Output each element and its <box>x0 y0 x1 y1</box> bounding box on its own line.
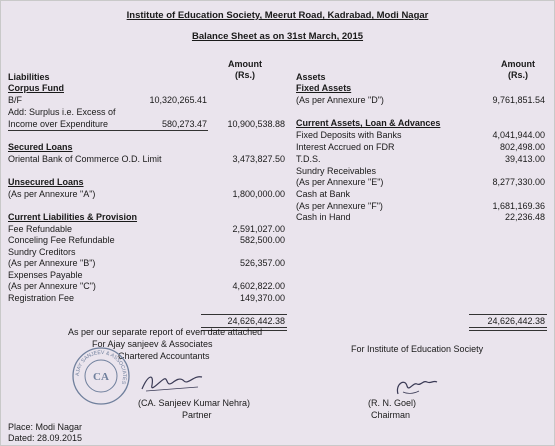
fixed-assets-amount: 9,761,851.54 <box>492 95 545 105</box>
chartered-accountants-line: Chartered Accountants <box>118 351 210 361</box>
auditor-signature <box>138 367 208 397</box>
annexure-f-label: (As per Annexure "F") <box>296 201 383 211</box>
surplus-amount: 580,273.47 <box>161 119 207 129</box>
unsecured-loans-amount: 1,800,000.00 <box>232 189 285 199</box>
fixed-assets-heading: Fixed Assets <box>296 83 352 93</box>
corpus-fund-heading: Corpus Fund <box>8 83 64 93</box>
interest-accrued-amount: 802,498.00 <box>499 142 545 152</box>
unsecured-loans-heading: Unsecured Loans <box>8 177 84 187</box>
chairman-signature <box>393 374 443 400</box>
annexure-e-label: (As per Annexure "E") <box>296 177 384 187</box>
bf-amount: 10,320,265.41 <box>149 95 207 105</box>
expenses-payable-label: Expenses Payable <box>8 270 83 280</box>
interest-accrued-label: Interest Accrued on FDR <box>296 142 395 152</box>
fee-refundable-label: Fee Refundable <box>8 224 73 234</box>
cash-in-hand-amount: 22,236.48 <box>504 212 545 222</box>
assets-total: 24,626,442.38 <box>487 316 545 326</box>
society-signatory-line: For Institute of Education Society <box>351 344 484 354</box>
svg-text:AJAY SANJEEV & ASSOCIATES: AJAY SANJEEV & ASSOCIATES <box>74 349 128 385</box>
oriental-bank-label: Oriental Bank of Commerce O.D. Limit <box>8 154 162 164</box>
annexure-a-label: (As per Annexure "A") <box>8 189 96 199</box>
annexure-e-amount: 8,277,330.00 <box>492 177 545 187</box>
bf-label: B/F <box>8 95 23 105</box>
conceling-fee-amount: 582,500.00 <box>239 235 285 245</box>
current-liabilities-heading: Current Liabilities & Provision <box>8 212 138 222</box>
annexure-b-amount: 526,357.00 <box>239 258 285 268</box>
auditor-role: Partner <box>182 410 212 420</box>
chairman-role: Chairman <box>371 410 411 420</box>
add-surplus-label: Add: Surplus i.e. Excess of <box>8 107 116 117</box>
annexure-d-label: (As per Annexure "D") <box>296 95 384 105</box>
tds-amount: 39,413.00 <box>504 154 545 164</box>
document-title: Institute of Education Society, Meerut Road, Kadrabad, Modi Nagar <box>126 10 429 21</box>
income-over-expenditure-label: Income over Expenditure <box>8 119 109 129</box>
amount-header-right: Amount <box>501 59 535 69</box>
tds-label: T.D.S. <box>296 154 321 164</box>
cash-in-hand-label: Cash in Hand <box>296 212 351 222</box>
auditor-firm-line: For Ajay sanjeev & Associates <box>92 339 213 349</box>
annexure-f-amount: 1,681,169.36 <box>492 201 545 211</box>
secured-loans-amount: 3,473,827.50 <box>232 154 285 164</box>
document-subtitle: Balance Sheet as on 31st March, 2015 <box>191 31 364 42</box>
assets-total-top-rule <box>469 314 547 315</box>
registration-fee-label: Registration Fee <box>8 293 75 303</box>
liabilities-total-top-rule <box>201 314 287 315</box>
corpus-divider <box>8 130 208 131</box>
corpus-total: 10,900,538.88 <box>227 119 285 129</box>
registration-fee-amount: 149,370.00 <box>239 293 285 303</box>
amount-header-left: Amount <box>228 59 262 69</box>
secured-loans-heading: Secured Loans <box>8 142 73 152</box>
sundry-receivables-label: Sundry Receivables <box>296 166 377 176</box>
liabilities-total: 24,626,442.38 <box>227 316 285 326</box>
auditor-seal-stamp <box>71 346 131 406</box>
annexure-c-label: (As per Annexure "C") <box>8 281 96 291</box>
liabilities-header: Liabilities <box>8 72 50 82</box>
cash-at-bank-label: Cash at Bank <box>296 189 351 199</box>
fee-refundable-amount: 2,591,027.00 <box>232 224 285 234</box>
conceling-fee-label: Conceling Fee Refundable <box>8 235 115 245</box>
current-assets-heading: Current Assets, Loan & Advances <box>296 118 441 128</box>
fixed-deposits-label: Fixed Deposits with Banks <box>296 130 402 140</box>
auditor-name: (CA. Sanjeev Kumar Nehra) <box>138 398 251 408</box>
chairman-name: (R. N. Goel) <box>368 398 417 408</box>
assets-header: Assets <box>296 72 326 82</box>
rs-header-right: (Rs.) <box>508 70 528 80</box>
dated-line: Dated: 28.09.2015 <box>8 433 83 443</box>
sundry-creditors-label: Sundry Creditors <box>8 247 76 257</box>
rs-header-left: (Rs.) <box>235 70 255 80</box>
annexure-c-amount: 4,602,822.00 <box>232 281 285 291</box>
report-attached-line: As per our separate report of even date attached <box>68 327 263 337</box>
place-line: Place: Modi Nagar <box>8 422 83 432</box>
assets-total-double-rule <box>469 327 547 331</box>
fixed-deposits-amount: 4,041,944.00 <box>492 130 545 140</box>
svg-text:CA: CA <box>93 371 109 383</box>
annexure-b-label: (As per Annexure "B") <box>8 258 96 268</box>
